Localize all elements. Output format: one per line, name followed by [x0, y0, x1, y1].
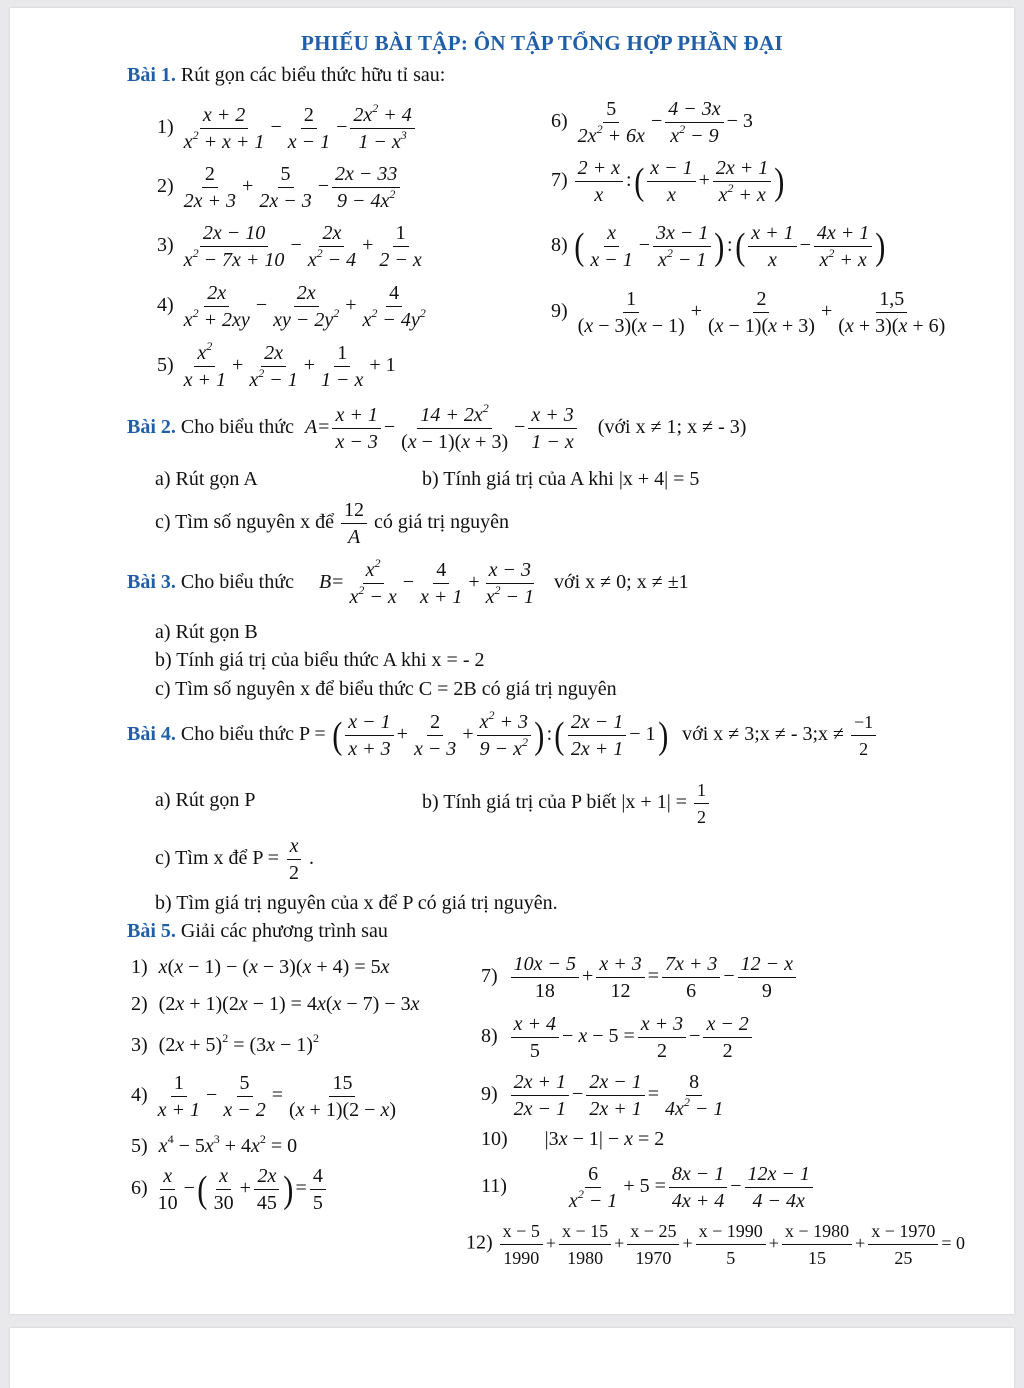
- bai1-item-5: 5) $\frac{x^2}{x + 1}$ + $\frac{2x}{x^2 - 1}$ + $\frac{1}{1 - x}$ + 1: [157, 339, 396, 391]
- bai4-condition: với x ≠ 3;x ≠ - 3;x ≠: [682, 723, 845, 746]
- bai1-item-4: 4) $\frac{2x}{x^2 + 2xy}$ − $\frac{2x}{xy - 2y^2}$ + $\frac{4}{x^2 - 4y^2}$: [157, 282, 426, 331]
- bai4-a: a) Rút gọn P: [155, 789, 256, 811]
- bai2-c: c) Tìm số nguyên x để $\frac{12}{A}$ có giá trị nguyên: [155, 499, 510, 548]
- bai4-text: Cho biểu thức P =: [180, 723, 326, 746]
- item-number: 2): [157, 175, 174, 198]
- bai4-d: b) Tìm giá trị nguyên của x để P có giá trị nguyên.: [155, 892, 558, 914]
- item-number: 1): [157, 116, 174, 139]
- bai5-heading: [127, 919, 388, 943]
- bai5-item-4: 4) $\frac{1}{x + 1}$ − $\frac{5}{x - 2}$ = $\frac{15}{(x + 1)(2 - x)}$: [131, 1072, 396, 1121]
- item-number: 7): [551, 169, 568, 192]
- item-number: 5): [157, 354, 174, 377]
- bai3-a: a) Rút gọn B: [155, 621, 258, 643]
- item-number: 7): [481, 965, 498, 988]
- bai3-c: c) Tìm số nguyên x để biểu thức C = 2B có giá trị nguyên: [155, 678, 617, 700]
- bai1-item-3: 3) $\frac{2x - 10}{x^2 - 7x + 10}$ − $\frac{2x}{x^2 - 4}$ + $\frac{1}{2 - x}$: [157, 222, 422, 271]
- bai2-label: Bài 2.: [127, 416, 176, 439]
- bai3-b: b) Tính giá trị của biểu thức A khi x = - 2: [155, 649, 485, 671]
- item-number: 4): [131, 1084, 148, 1107]
- bai5-item-10: 10) |3x − 1| − x = 2: [481, 1128, 665, 1150]
- item-number: 2): [131, 993, 148, 1015]
- bai2-c-text-end: có giá trị nguyên: [374, 511, 510, 534]
- bai2-b: b) Tính giá trị của A khi |x + 4| = 5: [422, 468, 700, 490]
- bai5-item-3: 3) $(2x + 5)^2 = (3x - 1)^2$: [131, 1031, 319, 1056]
- bai4-b: b) Tính giá trị của P biết |x + 1| = $\frac{1}{2}$: [422, 778, 711, 829]
- next-page-edge: [10, 1328, 1014, 1388]
- bai5-text: Giải các phương trình sau: [180, 920, 388, 942]
- page-title: PHIẾU BÀI TẬP: ÔN TẬP TỔNG HỢP PHẦN ĐẠI: [301, 31, 783, 55]
- bai2-text: Cho biểu thức: [180, 416, 294, 439]
- bai4-c: c) Tìm x để P = $\frac{x}{2}$ .: [155, 835, 315, 884]
- bai1-item-2: 2) $\frac{2}{2x + 3}$ + $\frac{5}{2x - 3}$ − $\frac{2x - 33}{9 - 4x^2}$: [157, 162, 402, 213]
- bai3-condition: với x ≠ 0; x ≠ ±1: [554, 571, 689, 594]
- bai1-item-8: 8) ( $\frac{x}{x - 1}$ − $\frac{3x - 1}{x^2 - 1}$ ) :( $\frac{x + 1}{x}$ − $\frac{4x + 1}{x^2 + x}$ ): [551, 222, 886, 271]
- bai2-condition: (với x ≠ 1; x ≠ - 3): [597, 416, 747, 439]
- bai1-item-1: 1) $\frac{x + 2}{x^2 + x + 1}$ − $\frac{2}{x - 1}$ − $\frac{2x^2 + 4}{1 - x^3}$: [157, 103, 417, 154]
- item-number: 8): [481, 1025, 498, 1048]
- item-number: 6): [551, 110, 568, 133]
- bai4-label: Bài 4.: [127, 723, 176, 746]
- bai5-item-7: 7) $\frac{10x - 5}{18}$ + $\frac{x + 3}{12}$ = $\frac{7x + 3}{6}$ − $\frac{12 - x}{9}$: [481, 952, 798, 1003]
- bai5-item-8: 8) $\frac{x + 4}{5}$ − x − 5 = $\frac{x + 3}{2}$ − $\frac{x - 2}{2}$: [481, 1012, 754, 1063]
- bai5-item-9: 9) $\frac{2x + 1}{2x - 1}$ − $\frac{2x - 1}{2x + 1}$ = $\frac{8}{4x^2 - 1}$: [481, 1071, 724, 1120]
- bai5-item-2: 2) (2x + 1)(2x − 1) = 4x(x − 7) − 3x: [131, 993, 420, 1015]
- bai3-heading: Bài 3. Cho biểu thức B= $\frac{x^2}{x^2 - x}$ − $\frac{4}{x + 1}$ + $\frac{x - 3}{x^2 - 1}$ với x ≠ 0; x ≠ ±1: [127, 556, 689, 608]
- bai4-heading: Bài 4. Cho biểu thức P = ( $\frac{x - 1}{x + 3}$ + $\frac{2}{x - 3}$ + $\frac{x^2 + 3}{9 - x^2}$ ) :( $\frac{2x - 1}{2x + 1}$ − 1) với x ≠ 3;x ≠ - 3;x ≠ $\frac{-1}{2}$: [127, 710, 878, 761]
- item-number: 10): [481, 1128, 508, 1150]
- bai5-item-6: 6) $\frac{x}{10}$ −( $\frac{x}{30}$ + $\frac{2x}{45}$ ) = $\frac{4}{5}$: [131, 1164, 328, 1215]
- bai5-label: Bài 5.: [127, 920, 176, 942]
- item-number: 9): [551, 300, 568, 323]
- bai5-item-11: 11) $\frac{6}{x^2 - 1}$ + 5 = $\frac{8x - 1}{4x + 4}$ − $\frac{12x - 1}{4 - 4x}$: [481, 1162, 815, 1213]
- bai1-text: Rút gọn các biểu thức hữu tỉ sau:: [180, 64, 446, 86]
- bai2-a: a) Rút gọn A: [155, 468, 258, 490]
- bai2-heading: Bài 2. Cho biểu thức A= $\frac{x + 1}{x - 3}$ − $\frac{14 + 2x^2}{(x - 1)(x + 3)}$ − $\frac{x + 3}{1 - x}$ (với x ≠ 1; x ≠ - 3): [127, 401, 747, 453]
- bai1-item-6: 6) $\frac{5}{2x^2 + 6x}$ − $\frac{4 - 3x}{x^2 - 9}$ − 3: [551, 98, 753, 147]
- item-number: 1): [131, 956, 148, 978]
- bai2-c-text: c) Tìm số nguyên x để: [155, 511, 335, 534]
- bai4-c-text: c) Tìm x để P =: [155, 847, 280, 870]
- item-number: 12): [466, 1231, 493, 1254]
- item-number: 9): [481, 1083, 498, 1106]
- bai5-item-1: 1) x(x − 1) − (x − 3)(x + 4) = 5x: [131, 956, 390, 978]
- bai1-label: Bài 1.: [127, 64, 176, 86]
- item-number: 3): [157, 234, 174, 257]
- bai1-item-7: 7) $\frac{2 + x}{x}$ :( $\frac{x - 1}{x}$ + $\frac{2x + 1}{x^2 + x}$ ): [551, 157, 785, 206]
- bai3-text: Cho biểu thức: [180, 571, 294, 594]
- item-number: 6): [131, 1177, 148, 1200]
- item-number: 4): [157, 294, 174, 317]
- bai1-item-9: 9) $\frac{1}{(x - 3)(x - 1)}$ + $\frac{2}{(x - 1)(x + 3)}$ + $\frac{1,5}{(x + 3)(x + 6)}$: [551, 288, 946, 337]
- bai3-label: Bài 3.: [127, 571, 176, 594]
- item-number: 8): [551, 234, 568, 257]
- bai5-item-12: 12) $\frac{x - 5}{1990}$ + $\frac{x - 15}{1980}$ + $\frac{x - 25}{1970}$ + $\frac{x - 1990}{5}$ + $\frac{x - 1980}{15}$ + $\frac{x - 1970}{25}$ = 0: [466, 1221, 966, 1268]
- item-number: 11): [481, 1175, 507, 1198]
- item-number: 5): [131, 1135, 148, 1157]
- bai1-heading: [127, 63, 445, 87]
- bai4-b-text: b) Tính giá trị của P biết |x + 1| =: [422, 791, 687, 814]
- item-number: 3): [131, 1034, 148, 1056]
- bai5-item-5: 5) $x^4 - 5x^3 + 4x^2 = 0$: [131, 1132, 298, 1157]
